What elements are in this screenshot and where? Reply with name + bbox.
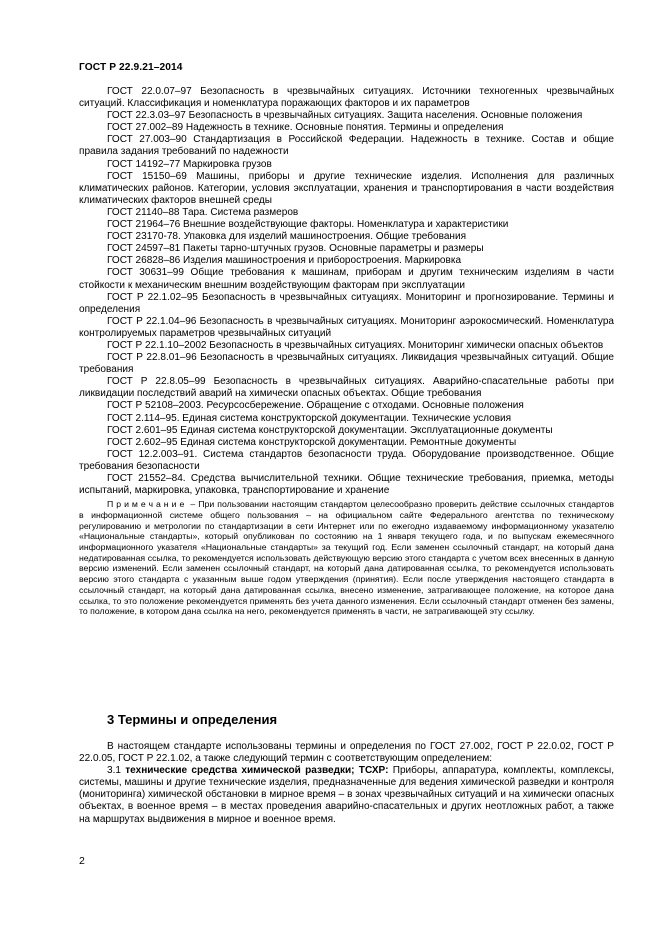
section-intro: В настоящем стандарте использованы термины и определения по ГОСТ 27.002, ГОСТ Р 22.0.02, ГОСТ Р 22.0.05, ГОСТ Р 22.1.02, а также следующий термин с соответствующим определением: [79, 741, 614, 765]
reference-item: ГОСТ 2.601–95 Единая система конструкторской документации. Эксплуатационные документы [107, 424, 553, 436]
reference-item: ГОСТ Р 22.1.02–95 Безопасность в чрезвычайных ситуациях. Мониторинг и прогнозирование. Термины и определения [79, 291, 614, 315]
document-header: ГОСТ Р 22.9.21–2014 [79, 62, 183, 73]
reference-item: ГОСТ 21964–76 Внешние воздействующие факторы. Номенклатура и характеристики [107, 219, 509, 231]
reference-item: ГОСТ 14192–77 Маркировка грузов [107, 158, 272, 170]
term-definition [79, 765, 614, 825]
term-text: Приборы, аппаратура, комплекты, комплексы, системы, машины и другие технические изделия, предназначенные для ведения химической разведки и контроля (мониторинга) химической обстановки в мирное время – в зонах чрезвычайных ситуаций и на химически опасных объектах, в военное время – в местах проведения аварийно-спасательных и других неотложных работ, а также на маршрутах выдвижения в мирное и военное время. [79, 765, 614, 825]
term-name: технические средства химической разведки; ТСХР: [125, 765, 389, 777]
note-label: Примечание [107, 499, 188, 510]
section-body [79, 741, 614, 826]
reference-item: ГОСТ Р 22.8.05–99 Безопасность в чрезвычайных ситуациях. Аварийно-спасательные работы при ликвидации последствий аварий на химически опасных объектах. Общие требования [79, 376, 614, 400]
reference-item: ГОСТ 12.2.003–91. Система стандартов безопасности труда. Оборудование производственное. Общие требования безопасности [79, 448, 614, 472]
reference-item: ГОСТ Р 22.1.04–96 Безопасность в чрезвычайных ситуациях. Мониторинг аэрокосмический. Номенклатура контролируемых параметров чрезвычайных ситуаций [79, 315, 614, 339]
reference-item: ГОСТ 22.3.03–97 Безопасность в чрезвычайных ситуациях. Защита населения. Основные положения [107, 110, 583, 122]
reference-item: ГОСТ 27.002–89 Надежность в технике. Основные понятия. Термины и определения [107, 122, 504, 134]
page-number: 2 [79, 855, 85, 867]
reference-item: ГОСТ Р 22.8.01–96 Безопасность в чрезвычайных ситуациях. Ликвидация чрезвычайных ситуаций. Общие требования [79, 352, 614, 376]
reference-item: ГОСТ 24597–81 Пакеты тарно-штучных грузов. Основные параметры и размеры [107, 243, 484, 255]
section-heading: 3 Термины и определения [107, 712, 278, 727]
normative-references [79, 86, 614, 617]
reference-item: ГОСТ 21552–84. Средства вычислительной техники. Общие технические требования, приемка, методы испытаний, маркировка, упаковка, транспортирование и хранение [79, 473, 614, 497]
reference-item: ГОСТ 2.602–95 Единая система конструкторской документации. Ремонтные документы [107, 436, 517, 448]
reference-item: ГОСТ 22.0.07–97 Безопасность в чрезвычайных ситуациях. Источники техногенных чрезвычайных ситуаций. Классификация и номенклатура поражающих факторов и их параметров [79, 86, 614, 110]
note-paragraph [79, 499, 614, 617]
reference-item: ГОСТ 26828–86 Изделия машиностроения и приборостроения. Маркировка [107, 255, 462, 267]
note-text: – При пользовании настоящим стандартом целесообразно проверить действие ссылочных стандартов в информационной системе общего пользования – на официальном сайте Федерального агентства по техническому регулированию и метрологии по стандартизации в сети Интернет или по ежегодно издаваемому информационному указателю «Национальные стандарты», который опубликован по состоянию на 1 января текущего года, и по выпускам ежемесячного информационного указателя «Национальные стандарты» за текущий год. Если заменен ссылочный стандарт, на который дана недатированная ссылка, то рекомендуется использовать действующую версию этого стандарта с учетом всех внесенных в данную версию изменений. Если заменен ссылочный стандарт, на который дана датированная ссылка, то рекомендуется использовать версию этого стандарта с указанным выше годом утверждения (принятия). Если после утверждения настоящего стандарта в ссылочный стандарт, на который дана датированная ссылка, внесено изменение, затрагивающее положение, на которое дана ссылка, то это положение рекомендуется применять без учета данного изменения. Если ссылочный стандарт отменен без замены, то положение, в котором дана ссылка на него, рекомендуется применять в части, не затрагивающей эту ссылку. [79, 499, 614, 617]
reference-item: ГОСТ 23170-78. Упаковка для изделий машиностроения. Общие требования [107, 231, 467, 243]
reference-item: ГОСТ Р 52108–2003. Ресурсосбережение. Обращение с отходами. Основные положения [107, 400, 524, 412]
reference-item: ГОСТ 27.003–90 Стандартизация в Российской Федерации. Надежность в технике. Состав и общие правила задания требований по надежности [79, 134, 614, 158]
reference-item: ГОСТ 15150–69 Машины, приборы и другие технические изделия. Исполнения для различных климатических районов. Категории, условия эксплуатации, хранения и транспортирования в части воздействия климатических факторов внешней среды [79, 170, 614, 206]
term-number: 3.1 [107, 765, 126, 777]
reference-item: ГОСТ Р 22.1.10–2002 Безопасность в чрезвычайных ситуациях. Мониторинг химически опасных объектов [107, 339, 604, 351]
reference-item: ГОСТ 21140–88 Тара. Система размеров [107, 206, 299, 218]
reference-item: ГОСТ 2.114–95. Единая система конструкторской документации. Технические условия [107, 412, 512, 424]
reference-item: ГОСТ 30631–99 Общие требования к машинам, приборам и другим техническим изделиям в части стойкости к механическим внешним воздействующим факторам при эксплуатации [79, 267, 614, 291]
